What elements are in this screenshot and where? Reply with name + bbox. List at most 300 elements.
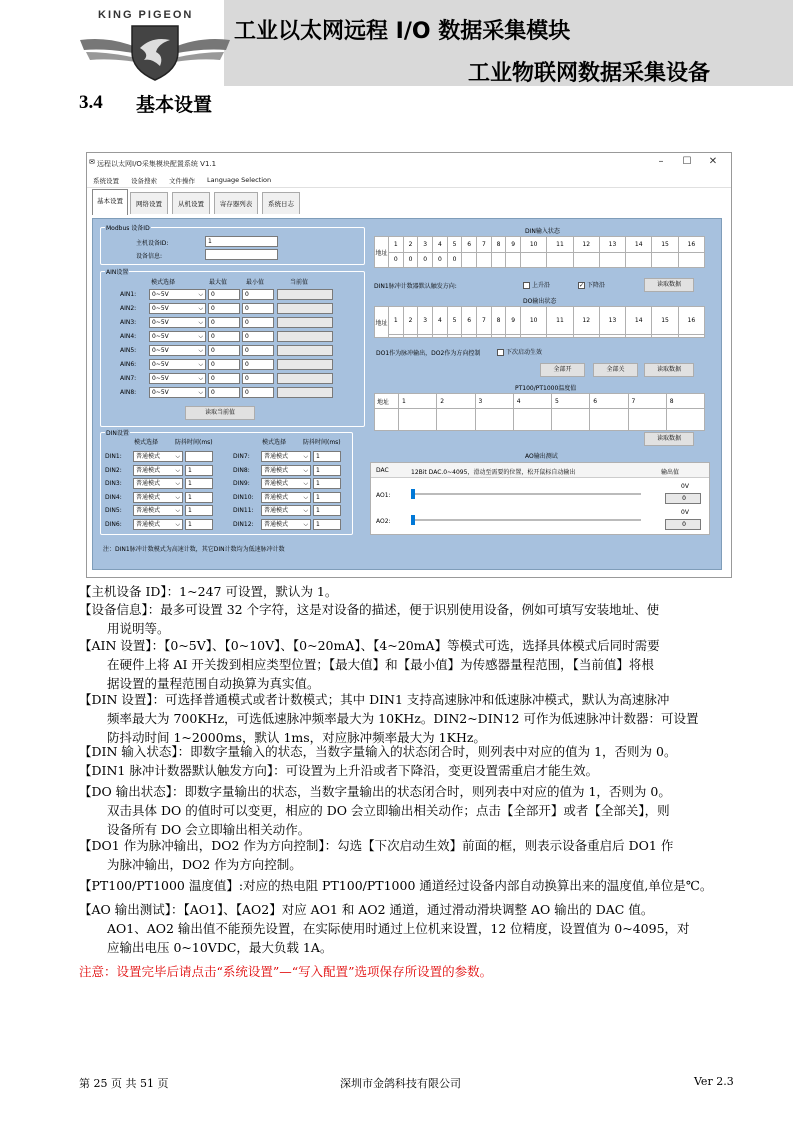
ain-current-value [277, 345, 333, 356]
ao1-slider-thumb[interactable] [411, 489, 415, 499]
ao1-slider[interactable] [411, 489, 641, 499]
ain-max-input[interactable]: 0 [208, 303, 240, 314]
din-mode-select[interactable] [261, 519, 311, 530]
din-row-name: DIN4: [105, 493, 122, 501]
addr-row [375, 307, 705, 335]
menu-device-search[interactable]: 设备搜索 [131, 177, 157, 185]
din-status-table [374, 236, 705, 268]
king-pigeon-logo [80, 18, 230, 86]
channel-value [678, 252, 704, 268]
din-mode-select[interactable] [133, 492, 183, 503]
pt100-value-cell [666, 409, 704, 431]
host-id-label: 主机设备ID: [136, 240, 169, 247]
ao1-volt: 0V [681, 483, 689, 490]
do-status-table [374, 306, 705, 338]
falling-edge-label: 下降沿 [587, 282, 606, 289]
ain-current-value [277, 289, 333, 300]
paragraph-continuation: 频率最大为 700KHz，可选低速脉冲频率最大为 10KHz。DIN2~DIN12 可作为低速脉冲计数器：可设置 [107, 711, 699, 726]
din-mode-value: 普通模式 [136, 480, 161, 487]
channel-value [573, 252, 599, 268]
chevron-down-icon: ⌵ [303, 493, 308, 501]
din-debounce-input[interactable]: 1 [313, 465, 341, 476]
ain-mode-value: 0~5V [152, 347, 169, 354]
din-row-name: DIN6: [105, 520, 122, 528]
ao-col-output: 输出值 [661, 469, 680, 476]
din-mode-value: 普通模式 [264, 480, 289, 487]
channel-header: 14 [626, 237, 652, 253]
ain-current-value [277, 317, 333, 328]
din-row-name: DIN5: [105, 507, 122, 514]
channel-header: 9 [506, 237, 521, 253]
channel-value [521, 252, 547, 268]
value-row [375, 334, 705, 338]
din-debounce-input[interactable]: 1 [313, 492, 341, 503]
channel-value [506, 252, 521, 268]
pt100-channel-header: 6 [590, 394, 628, 409]
read-current-button[interactable]: 读取当前值 [185, 406, 255, 420]
ain-min-input[interactable]: 0 [242, 317, 274, 328]
tab-slave-settings[interactable]: 从机设置 [172, 192, 210, 214]
chevron-down-icon: ⌵ [175, 466, 180, 474]
ain-current-value [277, 373, 333, 384]
footer-page-number: 第 25 页 共 51 页 [79, 1077, 169, 1090]
channel-value[interactable] [599, 334, 625, 338]
addr-label: 地址 [375, 307, 389, 338]
ain-min-input[interactable]: 0 [242, 373, 274, 384]
chevron-down-icon: ⌵ [175, 507, 180, 514]
do-status-title: DO输出状态 [523, 298, 557, 305]
pt100-channel-header: 2 [437, 394, 475, 409]
rising-edge-option[interactable] [523, 280, 550, 289]
chevron-down-icon: ⌵ [198, 319, 203, 326]
channel-value[interactable] [433, 334, 448, 338]
din-row-name: DIN12: [233, 520, 254, 528]
din-header-debounce-right: 防抖时间(ms) [303, 439, 341, 446]
din-mode-select[interactable] [133, 519, 183, 530]
din-debounce-input[interactable]: 1 [313, 478, 341, 489]
pt100-channel-header: 4 [513, 394, 551, 409]
paragraph-first-line: 【DIN 输入状态】：即数字量输入的状态，当数字量输入的状态闭合时，则列表中对应的值为 1，否则为 0。 [79, 744, 677, 759]
chevron-down-icon: ⌵ [175, 493, 180, 501]
chevron-down-icon: ⌵ [175, 453, 180, 460]
ain-row-name: AIN1: [120, 291, 137, 298]
channel-header: 12 [573, 307, 599, 335]
pt100-channel-header: 8 [666, 394, 704, 409]
din-mode-select[interactable] [133, 505, 183, 516]
ain-min-input[interactable]: 0 [242, 331, 274, 342]
din-mode-select[interactable] [261, 451, 311, 462]
header-title-line1: 工业以太网远程 I/O 数据采集模块 [234, 19, 571, 44]
paragraph-continuation: 为脉冲输出，DO2 作为方向控制。 [107, 857, 302, 872]
paragraph-first-line: 【设备信息】：最多可设置 32 个字符，这是对设备的描述，便于识别使用设备，例如可填写安装地址、使 [79, 602, 660, 617]
ain-mode-value: 0~5V [152, 375, 169, 382]
din-mode-select[interactable] [261, 478, 311, 489]
do-read-data-button[interactable]: 读取数据 [644, 363, 694, 377]
ain-mode-value: 0~5V [152, 291, 169, 298]
din-debounce-input[interactable]: 1 [185, 519, 213, 530]
addr-label: 地址 [375, 237, 389, 268]
din-row-name: DIN3: [105, 480, 122, 487]
paragraph [79, 742, 734, 761]
channel-header: 7 [477, 237, 492, 253]
paragraph [79, 582, 734, 601]
din-debounce-input[interactable]: 1 [313, 519, 341, 530]
channel-value [477, 252, 492, 268]
paragraph [79, 900, 734, 957]
channel-header: 16 [678, 237, 704, 253]
pt100-read-data-button[interactable]: 读取数据 [644, 432, 694, 446]
pt100-value-row [375, 409, 705, 431]
maximize-icon[interactable]: ☐ [682, 156, 692, 167]
chevron-down-icon: ⌵ [198, 291, 203, 298]
chevron-down-icon: ⌵ [175, 520, 180, 528]
paragraph-continuation: 在硬件上将 AI 开关拨到相应类型位置；【最大值】和【最小值】为传感器量程范围，【当前值】将根 [107, 657, 654, 672]
channel-value[interactable] [403, 334, 418, 338]
ain-mode-select[interactable] [149, 289, 206, 300]
din-group-label: DIN设置 [106, 430, 129, 437]
ain-min-input[interactable]: 0 [242, 387, 274, 398]
ain-max-input[interactable]: 0 [208, 345, 240, 356]
tab-register-list[interactable]: 寄存器列表 [214, 192, 258, 214]
channel-header: 8 [491, 307, 506, 335]
falling-edge-checkbox[interactable]: ✓ [579, 282, 585, 289]
paragraph-continuation: 防抖动时间 1~2000ms，默认 1ms，对应脉冲频率最大为 1KHz。 [107, 730, 486, 745]
channel-header: 8 [491, 237, 506, 253]
logo-text: KING PIGEON [98, 9, 194, 21]
ain-row-name: AIN3: [120, 319, 137, 326]
din-debounce-input[interactable]: 1 [185, 492, 213, 503]
window-titlebar [87, 153, 731, 173]
channel-value[interactable] [652, 334, 678, 338]
channel-header: 15 [652, 307, 678, 335]
ain-row-name: AIN4: [120, 333, 137, 340]
chevron-down-icon: ⌵ [198, 375, 203, 382]
next-boot-checkbox[interactable] [497, 349, 504, 356]
ao-test-title: AO输出测试 [525, 453, 558, 460]
paragraph-continuation: AO1、AO2 输出值不能预先设置，在实际使用时通过上位机来设置，12 位精度，设置值为 0~4095，对 [107, 921, 690, 936]
channel-header: 5 [447, 307, 462, 335]
din-row-name: DIN8: [233, 466, 250, 474]
paragraph [79, 876, 734, 895]
din-status-title: DIN输入状态 [525, 228, 560, 235]
ain-header-max: 最大值 [209, 279, 228, 286]
din-mode-value: 普通模式 [136, 507, 161, 514]
din-footnote: 注：DIN1脉冲计数模式为高速计数，其它DIN计数均为低速脉冲计数 [103, 546, 285, 553]
tab-basic-settings[interactable]: 基本设置 [92, 189, 128, 215]
ain-max-input[interactable]: 0 [208, 289, 240, 300]
channel-value [599, 252, 625, 268]
paragraph [79, 836, 734, 874]
ain-min-input[interactable]: 0 [242, 345, 274, 356]
channel-header: 7 [477, 307, 492, 335]
ao2-volt: 0V [681, 509, 689, 516]
ain-mode-select[interactable] [149, 387, 206, 398]
ain-row-name: AIN7: [120, 375, 137, 382]
din-debounce-input[interactable]: 1 [185, 465, 213, 476]
paragraph [79, 761, 734, 780]
menu-language[interactable]: Language Selection [207, 176, 272, 184]
pt100-header-row [375, 394, 705, 409]
channel-header: 10 [521, 307, 547, 335]
window-title: 远程以太网I/O采集模块配置系统 V1.1 [97, 160, 217, 168]
pt100-value-cell [513, 409, 551, 431]
device-info-label: 设备信息: [136, 253, 163, 260]
pt100-empty-cell [375, 409, 399, 431]
channel-header: 3 [418, 307, 433, 335]
din-row-name: DIN10: [233, 493, 254, 501]
channel-header: 11 [547, 307, 573, 335]
channel-header: 6 [462, 307, 477, 335]
channel-header: 13 [599, 307, 625, 335]
next-boot-option[interactable] [497, 347, 542, 356]
chevron-down-icon: ⌵ [303, 507, 308, 514]
ain-mode-select[interactable] [149, 331, 206, 342]
channel-value [547, 252, 573, 268]
din-debounce-input[interactable] [185, 451, 213, 462]
ain-min-input[interactable]: 0 [242, 289, 274, 300]
chevron-down-icon: ⌵ [198, 361, 203, 368]
ain-max-input[interactable]: 0 [208, 317, 240, 328]
channel-value [462, 252, 477, 268]
channel-header: 12 [573, 237, 599, 253]
menu-file-ops[interactable]: 文件操作 [169, 177, 195, 185]
din-debounce-input[interactable]: 1 [313, 451, 341, 462]
channel-value[interactable] [491, 334, 506, 338]
ain-mode-select[interactable] [149, 373, 206, 384]
channel-header: 16 [678, 307, 704, 335]
addr-row [375, 237, 705, 253]
minimize-icon[interactable]: – [658, 156, 664, 167]
ao-test-panel [370, 462, 710, 535]
ain-header-mode: 模式选择 [151, 279, 176, 286]
din-mode-value: 普通模式 [136, 466, 161, 474]
pt100-channel-header: 5 [552, 394, 590, 409]
channel-value [626, 252, 652, 268]
device-info-input[interactable] [205, 249, 278, 260]
pt100-value-cell [475, 409, 513, 431]
din-row-name: DIN1: [105, 453, 122, 460]
channel-value[interactable] [573, 334, 599, 338]
ain-current-value [277, 331, 333, 342]
tab-system-log[interactable]: 系统日志 [262, 192, 300, 214]
pt100-channel-header: 1 [399, 394, 437, 409]
ain-mode-value: 0~5V [152, 361, 169, 368]
channel-value[interactable] [547, 334, 573, 338]
din-mode-value: 普通模式 [136, 453, 161, 460]
pt100-channel-header: 7 [628, 394, 666, 409]
channel-header: 5 [447, 237, 462, 253]
ain-group-label: AIN设置 [106, 269, 129, 276]
ain-min-input[interactable]: 0 [242, 359, 274, 370]
chevron-down-icon: ⌵ [175, 480, 180, 487]
channel-header: 3 [418, 237, 433, 253]
ao2-slider-thumb[interactable] [411, 515, 415, 525]
din-header-debounce-left: 防抖时间(ms) [175, 439, 213, 446]
ain-mode-select[interactable] [149, 317, 206, 328]
footer-version: Ver 2.3 [694, 1075, 734, 1088]
channel-value: 0 [418, 252, 433, 268]
channel-value [652, 252, 678, 268]
channel-value[interactable] [462, 334, 477, 338]
channel-value[interactable] [389, 334, 404, 338]
section-number: 3.4 [79, 92, 103, 113]
modbus-group-label: Modbus 设备ID [106, 225, 150, 232]
channel-header: 2 [403, 237, 418, 253]
din-debounce-input[interactable]: 1 [185, 505, 213, 516]
ain-header-current: 当前值 [290, 279, 309, 286]
paragraph-continuation: 设备所有 DO 会立即输出相关动作。 [107, 822, 311, 837]
ao-col-dac: DAC [376, 467, 389, 474]
ain-current-value [277, 387, 333, 398]
paragraph [79, 690, 734, 747]
channel-header: 4 [433, 307, 448, 335]
ain-mode-select[interactable] [149, 359, 206, 370]
ao2-slider[interactable] [411, 515, 641, 525]
din-mode-value: 普通模式 [136, 520, 161, 528]
ain-row-name: AIN5: [120, 347, 137, 354]
rising-edge-label: 上升沿 [532, 282, 551, 289]
channel-header: 1 [389, 307, 404, 335]
tab-bar [87, 188, 731, 218]
paragraph [79, 782, 734, 839]
channel-value [491, 252, 506, 268]
menu-system-settings[interactable]: 系统设置 [93, 177, 119, 185]
menubar [87, 173, 731, 188]
all-off-button[interactable]: 全部关 [593, 363, 638, 377]
channel-value[interactable] [626, 334, 652, 338]
app-icon: ✉ [89, 158, 95, 166]
footer-company: 深圳市金鸽科技有限公司 [340, 1077, 461, 1090]
close-icon[interactable]: ✕ [708, 156, 718, 167]
channel-value: 0 [389, 252, 404, 268]
channel-value: 0 [403, 252, 418, 268]
din-row-name: DIN9: [233, 480, 250, 487]
pt100-table [374, 393, 705, 431]
ain-mode-select[interactable] [149, 303, 206, 314]
channel-value[interactable] [447, 334, 462, 338]
chevron-down-icon: ⌵ [303, 466, 308, 474]
ao-desc: 12Bit DAC.0~4095，滑动至需要的位置，松开鼠标自动输出 [411, 469, 576, 476]
ao1-output-value: 0 [665, 493, 701, 504]
ain-max-input[interactable]: 0 [208, 373, 240, 384]
ain-mode-value: 0~5V [152, 389, 169, 396]
paragraph-continuation: 双击具体 DO 的值时可以变更，相应的 DO 会立即输出相关动作；点击【全部开】或者【全部关】，则 [107, 803, 670, 818]
din-debounce-input[interactable]: 1 [313, 505, 341, 516]
pt100-value-cell [590, 409, 628, 431]
value-row [375, 252, 705, 268]
chevron-down-icon: ⌵ [303, 453, 308, 460]
ain-min-input[interactable]: 0 [242, 303, 274, 314]
section-title: 基本设置 [136, 94, 213, 116]
din1-trigger-label: DIN1脉冲计数器默认触发方向: [374, 283, 457, 290]
ain-max-input[interactable]: 0 [208, 359, 240, 370]
paragraph-continuation: 用说明等。 [107, 621, 170, 636]
din-row-name: DIN11: [233, 507, 254, 514]
do1-pulse-label: DO1作为脉冲输出，DO2作为方向控制 [376, 350, 481, 357]
paragraph [79, 600, 734, 638]
channel-header: 10 [521, 237, 547, 253]
din-mode-select[interactable] [133, 465, 183, 476]
paragraph-first-line: 【AIN 设置】：【0~5V】、【0~10V】、【0~20mA】、【4~20mA】等模式可选，选择具体模式后同时需要 [79, 638, 660, 653]
pt100-value-cell [552, 409, 590, 431]
ain-max-input[interactable]: 0 [208, 331, 240, 342]
channel-value[interactable] [678, 334, 704, 338]
host-id-input[interactable]: 1 [205, 236, 278, 247]
paragraph-first-line: 【DIN 设置】：可选择普通模式或者计数模式；其中 DIN1 支持高速脉冲和低速脉冲模式，默认为高速脉冲 [79, 692, 670, 707]
chevron-down-icon: ⌵ [198, 389, 203, 396]
channel-value[interactable] [477, 334, 492, 338]
din-row-name: DIN2: [105, 466, 122, 474]
pt100-channel-header: 3 [475, 394, 513, 409]
din-mode-select[interactable] [133, 451, 183, 462]
falling-edge-option[interactable] [578, 280, 605, 289]
din-mode-select[interactable] [133, 478, 183, 489]
ao1-label: AO1: [376, 492, 391, 499]
channel-header: 14 [626, 307, 652, 335]
paragraph-first-line: 【主机设备 ID】：1~247 可设置，默认为 1。 [79, 584, 338, 599]
ain-mode-select[interactable] [149, 345, 206, 356]
ain-current-value [277, 359, 333, 370]
all-on-button[interactable]: 全部开 [540, 363, 585, 377]
pt100-value-cell [437, 409, 475, 431]
din-mode-select[interactable] [261, 505, 311, 516]
din-mode-value: 普通模式 [264, 466, 289, 474]
din-mode-select[interactable] [261, 465, 311, 476]
ain-max-input[interactable]: 0 [208, 387, 240, 398]
din-read-data-button[interactable]: 读取数据 [644, 278, 694, 292]
ao2-output-value: 0 [665, 519, 701, 530]
basic-settings-panel [92, 218, 722, 570]
channel-value[interactable] [418, 334, 433, 338]
channel-header: 2 [403, 307, 418, 335]
ain-row-name: AIN6: [120, 361, 137, 368]
channel-value[interactable] [506, 334, 521, 338]
din-header-mode-right: 模式选择 [262, 439, 287, 446]
din-header-mode-left: 模式选择 [134, 439, 159, 446]
paragraph-continuation: 应输出电压 0~10VDC，最大负载 1A。 [107, 940, 333, 955]
ao2-label: AO2: [376, 518, 391, 525]
channel-header: 1 [389, 237, 404, 253]
tab-network-settings[interactable]: 网络设置 [130, 192, 168, 214]
channel-header: 9 [506, 307, 521, 335]
din-mode-value: 普通模式 [136, 493, 161, 501]
header-title-line2: 工业物联网数据采集设备 [468, 61, 711, 86]
paragraph [79, 636, 734, 693]
next-boot-label: 下次启动生效 [506, 349, 543, 356]
paragraph-first-line: 【DIN1 脉冲计数器默认触发方向】：可设置为上升沿或者下降沿，变更设置需重启才能生效。 [79, 763, 599, 778]
ain-mode-value: 0~5V [152, 333, 169, 340]
ain-row-name: AIN2: [120, 305, 137, 312]
channel-value: 0 [447, 252, 462, 268]
din-mode-value: 普通模式 [264, 520, 289, 528]
channel-header: 6 [462, 237, 477, 253]
channel-header: 15 [652, 237, 678, 253]
chevron-down-icon: ⌵ [303, 520, 308, 528]
din-mode-value: 普通模式 [264, 453, 289, 460]
din-mode-select[interactable] [261, 492, 311, 503]
rising-edge-checkbox[interactable] [523, 282, 530, 289]
paragraph-first-line: 【AO 输出测试】：【AO1】、【AO2】对应 AO1 和 AO2 通道，通过滑动滑块调整 AO 输出的 DAC 值。 [79, 902, 654, 917]
ain-header-min: 最小值 [246, 279, 265, 286]
pt100-value-cell [399, 409, 437, 431]
ain-current-value [277, 303, 333, 314]
chevron-down-icon: ⌵ [198, 305, 203, 312]
paragraph-first-line: 【DO1 作为脉冲输出，DO2 作为方向控制】：勾选【下次启动生效】前面的框，则表示设备重启后 DO1 作 [79, 838, 674, 853]
paragraph-first-line: 【DO 输出状态】：即数字量输出的状态，当数字量输出的状态闭合时，则列表中对应的值为 1，否则为 0。 [79, 784, 671, 799]
channel-value[interactable] [521, 334, 547, 338]
din-debounce-input[interactable]: 1 [185, 478, 213, 489]
config-app-window [86, 152, 732, 578]
